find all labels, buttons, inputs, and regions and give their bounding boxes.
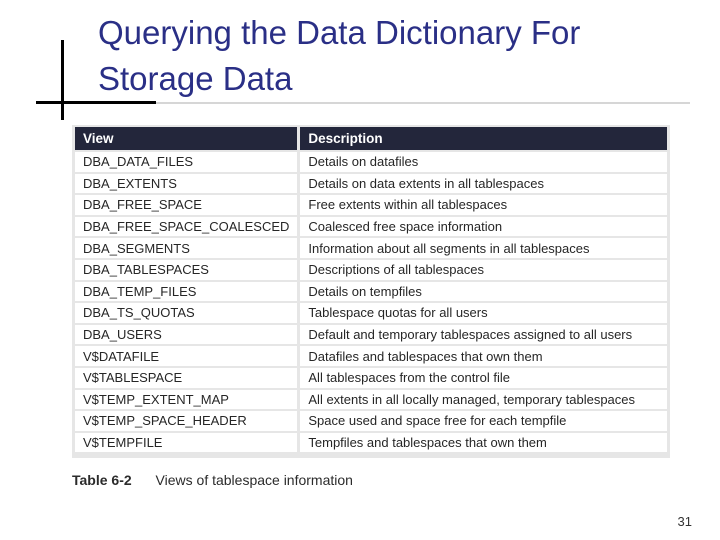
table-row <box>75 174 667 194</box>
cell-view-name: V$TABLESPACE <box>75 368 297 388</box>
table-row <box>75 346 667 366</box>
table-row <box>75 238 667 258</box>
slide-title: Querying the Data Dictionary For Storage Data <box>98 14 581 97</box>
title-underline <box>156 102 690 104</box>
table-row <box>75 282 667 302</box>
cell-view-name: V$TEMPFILE <box>75 433 297 453</box>
table-caption-text: Views of tablespace information <box>155 472 353 488</box>
cell-view-name: DBA_TS_QUOTAS <box>75 303 297 323</box>
page-number: 31 <box>677 514 692 529</box>
cell-description: All tablespaces from the control file <box>300 368 667 388</box>
cell-description: Details on data extents in all tablespaces <box>300 174 667 194</box>
table-header-row <box>75 127 667 150</box>
table-row <box>75 195 667 215</box>
cell-description: Space used and space free for each tempfile <box>300 411 667 431</box>
cell-view-name: DBA_EXTENTS <box>75 174 297 194</box>
table-row <box>75 260 667 280</box>
cell-description: Details on tempfiles <box>300 282 667 302</box>
cell-description: Tempfiles and tablespaces that own them <box>300 433 667 453</box>
cell-view-name: DBA_DATA_FILES <box>75 152 297 172</box>
table-row <box>75 217 667 237</box>
cell-description: Free extents within all tablespaces <box>300 195 667 215</box>
cell-description: Details on datafiles <box>300 152 667 172</box>
cell-description: Default and temporary tablespaces assigned to all users <box>300 325 667 345</box>
table-row <box>75 368 667 388</box>
cell-view-name: V$TEMP_EXTENT_MAP <box>75 390 297 410</box>
cell-view-name: DBA_FREE_SPACE_COALESCED <box>75 217 297 237</box>
table-row <box>75 390 667 410</box>
table-caption-number: Table 6-2 <box>72 472 132 488</box>
cell-description: Tablespace quotas for all users <box>300 303 667 323</box>
table-row <box>75 411 667 431</box>
table-row <box>75 325 667 345</box>
views-table <box>72 125 670 454</box>
cell-view-name: DBA_TEMP_FILES <box>75 282 297 302</box>
cell-view-name: DBA_FREE_SPACE <box>75 195 297 215</box>
decorative-vertical-line <box>61 40 64 120</box>
column-header-view: View <box>75 127 297 150</box>
cell-view-name: V$DATAFILE <box>75 346 297 366</box>
cell-description: Coalesced free space information <box>300 217 667 237</box>
cell-description: Descriptions of all tablespaces <box>300 260 667 280</box>
cell-view-name: DBA_USERS <box>75 325 297 345</box>
table-row <box>75 303 667 323</box>
cell-view-name: V$TEMP_SPACE_HEADER <box>75 411 297 431</box>
views-table-container <box>72 125 670 458</box>
table-row <box>75 152 667 172</box>
cell-view-name: DBA_TABLESPACES <box>75 260 297 280</box>
cell-description: Information about all segments in all tablespaces <box>300 238 667 258</box>
column-header-description: Description <box>300 127 667 150</box>
cell-description: Datafiles and tablespaces that own them <box>300 346 667 366</box>
cell-description: All extents in all locally managed, temporary tablespaces <box>300 390 667 410</box>
cell-view-name: DBA_SEGMENTS <box>75 238 297 258</box>
table-caption <box>72 472 353 488</box>
table-row <box>75 433 667 453</box>
